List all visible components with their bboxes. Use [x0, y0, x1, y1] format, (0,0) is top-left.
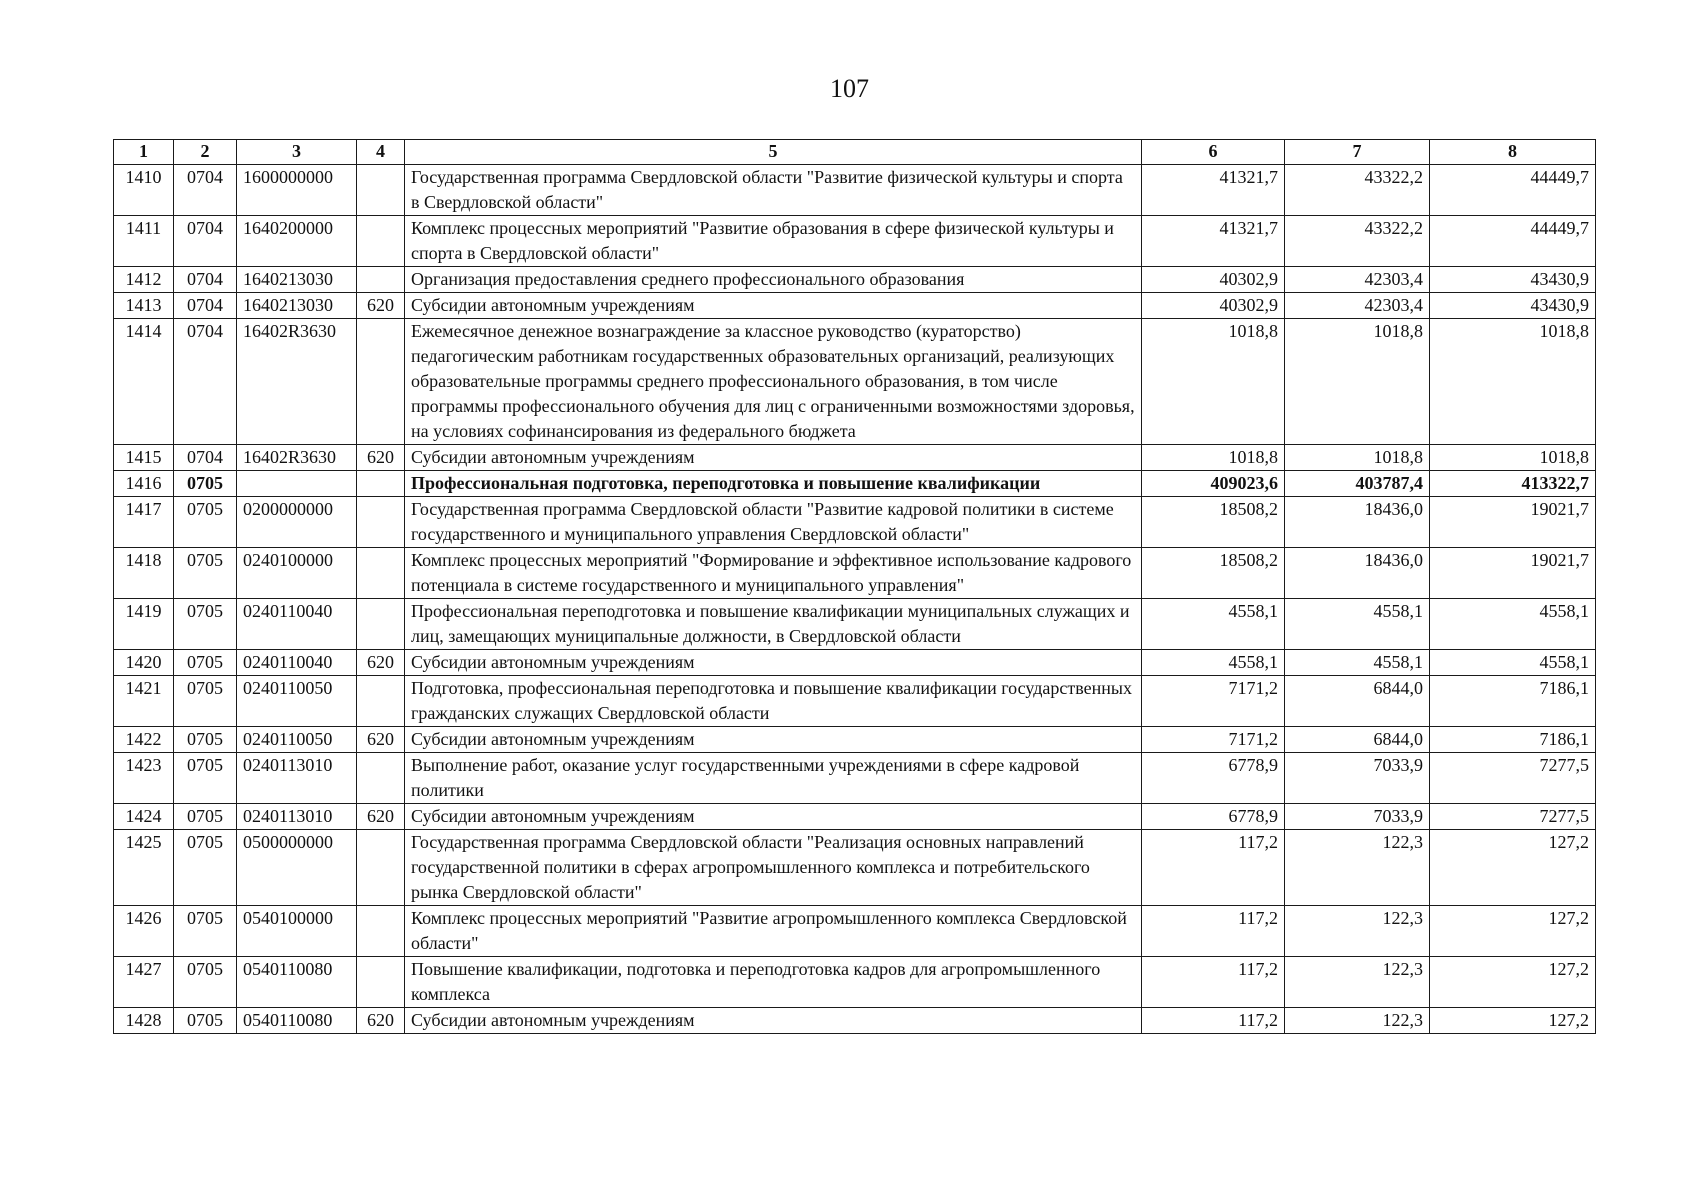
section-code-cell: 0705	[174, 497, 237, 548]
row-number-cell: 1419	[114, 599, 174, 650]
expense-type-cell: 620	[357, 293, 405, 319]
section-code-cell: 0704	[174, 216, 237, 267]
header-col-2: 2	[174, 140, 237, 165]
amount-col-8-cell: 127,2	[1430, 957, 1596, 1008]
amount-col-7-cell: 4558,1	[1285, 599, 1430, 650]
table-row	[114, 650, 1596, 676]
name-cell: Субсидии автономным учреждениям	[405, 445, 1142, 471]
name-cell: Субсидии автономным учреждениям	[405, 804, 1142, 830]
row-number-cell: 1422	[114, 727, 174, 753]
amount-col-8-cell: 7186,1	[1430, 727, 1596, 753]
section-code-cell: 0705	[174, 471, 237, 497]
amount-col-8-cell: 127,2	[1430, 830, 1596, 906]
amount-col-8-cell: 127,2	[1430, 906, 1596, 957]
amount-col-7-cell: 7033,9	[1285, 753, 1430, 804]
target-article-cell: 1640200000	[237, 216, 357, 267]
amount-col-7-cell: 122,3	[1285, 830, 1430, 906]
expense-type-cell	[357, 471, 405, 497]
row-number-cell: 1411	[114, 216, 174, 267]
header-col-4: 4	[357, 140, 405, 165]
target-article-cell: 0240100000	[237, 548, 357, 599]
target-article-cell: 16402R3630	[237, 445, 357, 471]
amount-col-8-cell: 7277,5	[1430, 753, 1596, 804]
row-number-cell: 1415	[114, 445, 174, 471]
row-number-cell: 1424	[114, 804, 174, 830]
amount-col-8-cell: 19021,7	[1430, 548, 1596, 599]
table-row	[114, 753, 1596, 804]
target-article-cell: 0240110050	[237, 727, 357, 753]
table-row	[114, 548, 1596, 599]
target-article-cell: 1640213030	[237, 293, 357, 319]
row-number-cell: 1421	[114, 676, 174, 727]
expense-type-cell	[357, 753, 405, 804]
table-row	[114, 267, 1596, 293]
target-article-cell: 0240113010	[237, 804, 357, 830]
amount-col-6-cell: 6778,9	[1142, 804, 1285, 830]
table-row	[114, 497, 1596, 548]
amount-col-6-cell: 4558,1	[1142, 599, 1285, 650]
table-row	[114, 1008, 1596, 1034]
target-article-cell: 0240110050	[237, 676, 357, 727]
amount-col-8-cell: 1018,8	[1430, 319, 1596, 445]
amount-col-6-cell: 41321,7	[1142, 216, 1285, 267]
amount-col-8-cell: 413322,7	[1430, 471, 1596, 497]
amount-col-8-cell: 44449,7	[1430, 165, 1596, 216]
target-article-cell: 0500000000	[237, 830, 357, 906]
header-col-8: 8	[1430, 140, 1596, 165]
amount-col-8-cell: 7277,5	[1430, 804, 1596, 830]
amount-col-7-cell: 42303,4	[1285, 267, 1430, 293]
row-number-cell: 1412	[114, 267, 174, 293]
expense-type-cell: 620	[357, 445, 405, 471]
amount-col-8-cell: 4558,1	[1430, 599, 1596, 650]
amount-col-7-cell: 18436,0	[1285, 497, 1430, 548]
expense-type-cell	[357, 830, 405, 906]
section-code-cell: 0704	[174, 293, 237, 319]
table-row	[114, 445, 1596, 471]
target-article-cell: 1600000000	[237, 165, 357, 216]
section-code-cell: 0705	[174, 957, 237, 1008]
table-row	[114, 957, 1596, 1008]
table-row	[114, 906, 1596, 957]
expense-type-cell: 620	[357, 804, 405, 830]
name-cell: Повышение квалификации, подготовка и переподготовка кадров для агропромышленного комплекса	[405, 957, 1142, 1008]
amount-col-6-cell: 117,2	[1142, 906, 1285, 957]
amount-col-7-cell: 7033,9	[1285, 804, 1430, 830]
name-cell: Субсидии автономным учреждениям	[405, 293, 1142, 319]
name-cell: Выполнение работ, оказание услуг государственными учреждениями в сфере кадровой политики	[405, 753, 1142, 804]
amount-col-6-cell: 4558,1	[1142, 650, 1285, 676]
section-code-cell: 0704	[174, 267, 237, 293]
amount-col-6-cell: 7171,2	[1142, 676, 1285, 727]
name-cell: Комплекс процессных мероприятий "Формирование и эффективное использование кадрового потенциала в системе государственного и муниципального управления"	[405, 548, 1142, 599]
section-code-cell: 0704	[174, 445, 237, 471]
section-code-cell: 0705	[174, 830, 237, 906]
header-col-1: 1	[114, 140, 174, 165]
table-row	[114, 804, 1596, 830]
name-cell: Субсидии автономным учреждениям	[405, 1008, 1142, 1034]
amount-col-7-cell: 42303,4	[1285, 293, 1430, 319]
amount-col-7-cell: 403787,4	[1285, 471, 1430, 497]
expense-type-cell	[357, 548, 405, 599]
section-code-cell: 0705	[174, 727, 237, 753]
section-code-cell: 0705	[174, 804, 237, 830]
name-cell: Государственная программа Свердловской области "Развитие кадровой политики в системе государственного и муниципального управления Свердловской области"	[405, 497, 1142, 548]
section-code-cell: 0705	[174, 599, 237, 650]
expense-type-cell	[357, 319, 405, 445]
amount-col-7-cell: 1018,8	[1285, 319, 1430, 445]
section-code-cell: 0705	[174, 548, 237, 599]
table-row	[114, 727, 1596, 753]
amount-col-6-cell: 18508,2	[1142, 497, 1285, 548]
target-article-cell: 16402R3630	[237, 319, 357, 445]
table-body	[114, 165, 1596, 1034]
header-col-6: 6	[1142, 140, 1285, 165]
expense-type-cell: 620	[357, 1008, 405, 1034]
row-number-cell: 1420	[114, 650, 174, 676]
table-row	[114, 319, 1596, 445]
amount-col-6-cell: 18508,2	[1142, 548, 1285, 599]
row-number-cell: 1428	[114, 1008, 174, 1034]
amount-col-6-cell: 117,2	[1142, 830, 1285, 906]
amount-col-6-cell: 41321,7	[1142, 165, 1285, 216]
expense-type-cell	[357, 216, 405, 267]
target-article-cell: 0240110040	[237, 599, 357, 650]
expense-type-cell	[357, 957, 405, 1008]
name-cell: Государственная программа Свердловской области "Реализация основных направлений государственной политики в сферах агропромышленного комплекса и потребительского рынка Свердловской области"	[405, 830, 1142, 906]
header-row	[114, 140, 1596, 165]
amount-col-7-cell: 6844,0	[1285, 676, 1430, 727]
name-cell: Комплекс процессных мероприятий "Развитие образования в сфере физической культуры и спорта в Свердловской области"	[405, 216, 1142, 267]
name-cell: Ежемесячное денежное вознаграждение за классное руководство (кураторство) педагогическим работникам государственных образовательных организаций, реализующих образовательные программы среднего профессионального образования, в том числе программы профессионального обучения для лиц с ограниченными возможностями здоровья, на условиях софинансирования из федерального бюджета	[405, 319, 1142, 445]
row-number-cell: 1410	[114, 165, 174, 216]
expense-type-cell	[357, 599, 405, 650]
expense-type-cell	[357, 267, 405, 293]
table-row	[114, 165, 1596, 216]
table-row	[114, 830, 1596, 906]
amount-col-7-cell: 122,3	[1285, 957, 1430, 1008]
amount-col-7-cell: 43322,2	[1285, 165, 1430, 216]
name-cell: Комплекс процессных мероприятий "Развитие агропромышленного комплекса Свердловской области"	[405, 906, 1142, 957]
expense-type-cell	[357, 906, 405, 957]
section-code-cell: 0705	[174, 650, 237, 676]
table-row	[114, 216, 1596, 267]
name-cell: Подготовка, профессиональная переподготовка и повышение квалификации государственных гражданских служащих Свердловской области	[405, 676, 1142, 727]
name-cell: Профессиональная переподготовка и повышение квалификации муниципальных служащих и лиц, замещающих муниципальные должности, в Свердловской области	[405, 599, 1142, 650]
target-article-cell: 1640213030	[237, 267, 357, 293]
row-number-cell: 1427	[114, 957, 174, 1008]
row-number-cell: 1416	[114, 471, 174, 497]
amount-col-7-cell: 6844,0	[1285, 727, 1430, 753]
row-number-cell: 1413	[114, 293, 174, 319]
amount-col-7-cell: 122,3	[1285, 906, 1430, 957]
amount-col-6-cell: 1018,8	[1142, 445, 1285, 471]
name-cell: Субсидии автономным учреждениям	[405, 727, 1142, 753]
row-number-cell: 1417	[114, 497, 174, 548]
amount-col-8-cell: 43430,9	[1430, 293, 1596, 319]
row-number-cell: 1426	[114, 906, 174, 957]
table-row	[114, 599, 1596, 650]
header-col-5: 5	[405, 140, 1142, 165]
amount-col-8-cell: 4558,1	[1430, 650, 1596, 676]
amount-col-8-cell: 127,2	[1430, 1008, 1596, 1034]
amount-col-6-cell: 409023,6	[1142, 471, 1285, 497]
expense-type-cell: 620	[357, 650, 405, 676]
amount-col-7-cell: 4558,1	[1285, 650, 1430, 676]
amount-col-8-cell: 44449,7	[1430, 216, 1596, 267]
page-number: 107	[830, 74, 869, 103]
expense-type-cell	[357, 165, 405, 216]
table-row	[114, 676, 1596, 727]
amount-col-8-cell: 7186,1	[1430, 676, 1596, 727]
amount-col-8-cell: 43430,9	[1430, 267, 1596, 293]
target-article-cell: 0540110080	[237, 957, 357, 1008]
name-cell: Организация предоставления среднего профессионального образования	[405, 267, 1142, 293]
amount-col-6-cell: 40302,9	[1142, 293, 1285, 319]
header-col-7: 7	[1285, 140, 1430, 165]
amount-col-7-cell: 1018,8	[1285, 445, 1430, 471]
section-code-cell: 0705	[174, 753, 237, 804]
amount-col-8-cell: 19021,7	[1430, 497, 1596, 548]
section-code-cell: 0705	[174, 676, 237, 727]
target-article-cell: 0240113010	[237, 753, 357, 804]
name-cell: Государственная программа Свердловской области "Развитие физической культуры и спорта в Свердловской области"	[405, 165, 1142, 216]
amount-col-8-cell: 1018,8	[1430, 445, 1596, 471]
section-code-cell: 0705	[174, 1008, 237, 1034]
target-article-cell: 0240110040	[237, 650, 357, 676]
name-cell: Профессиональная подготовка, переподготовка и повышение квалификации	[405, 471, 1142, 497]
target-article-cell	[237, 471, 357, 497]
name-cell: Субсидии автономным учреждениям	[405, 650, 1142, 676]
section-code-cell: 0704	[174, 165, 237, 216]
header-col-3: 3	[237, 140, 357, 165]
amount-col-6-cell: 40302,9	[1142, 267, 1285, 293]
table-row	[114, 471, 1596, 497]
expense-type-cell	[357, 676, 405, 727]
amount-col-6-cell: 1018,8	[1142, 319, 1285, 445]
amount-col-7-cell: 122,3	[1285, 1008, 1430, 1034]
target-article-cell: 0200000000	[237, 497, 357, 548]
section-code-cell: 0704	[174, 319, 237, 445]
amount-col-7-cell: 18436,0	[1285, 548, 1430, 599]
amount-col-6-cell: 117,2	[1142, 1008, 1285, 1034]
amount-col-6-cell: 7171,2	[1142, 727, 1285, 753]
budget-table	[113, 139, 1596, 1034]
expense-type-cell	[357, 497, 405, 548]
amount-col-6-cell: 117,2	[1142, 957, 1285, 1008]
row-number-cell: 1425	[114, 830, 174, 906]
amount-col-6-cell: 6778,9	[1142, 753, 1285, 804]
table-row	[114, 293, 1596, 319]
target-article-cell: 0540110080	[237, 1008, 357, 1034]
section-code-cell: 0705	[174, 906, 237, 957]
expense-type-cell: 620	[357, 727, 405, 753]
row-number-cell: 1418	[114, 548, 174, 599]
row-number-cell: 1423	[114, 753, 174, 804]
row-number-cell: 1414	[114, 319, 174, 445]
target-article-cell: 0540100000	[237, 906, 357, 957]
amount-col-7-cell: 43322,2	[1285, 216, 1430, 267]
